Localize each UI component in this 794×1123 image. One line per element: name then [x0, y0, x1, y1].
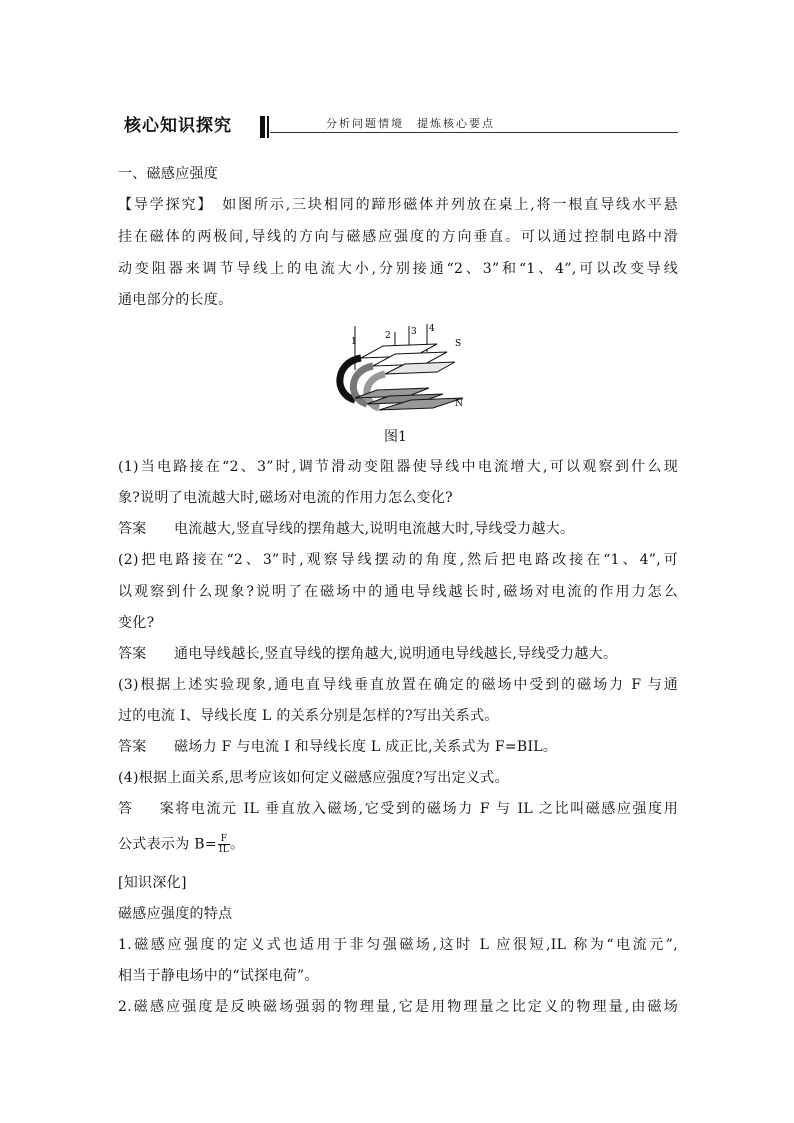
figure-label-s: S — [455, 339, 462, 349]
figure-caption: 图1 — [384, 429, 407, 445]
intro-text: 如图所示,三块相同的蹄形磁体并列放在桌上,将一根直导线水平悬 — [222, 197, 678, 213]
banner-title: 核心知识探究 — [124, 116, 232, 136]
q3-line-2: 过的电流 I、导线长度 L 的关系分别是怎样的?写出关系式。 — [118, 708, 499, 724]
figure-label-2: 2 — [385, 331, 391, 341]
q3-line-1: (3)根据上述实验现象,通电直导线垂直放置在确定的磁场中受到的磁场力 F 与通 — [118, 677, 678, 693]
section-heading: 一、磁感应强度 — [118, 166, 219, 182]
q1-line-2: 象?说明了电流越大时,磁场对电流的作用力怎么变化? — [118, 490, 453, 506]
q2-line-2: 以观察到什么现象?说明了在磁场中的通电导线越长时,磁场对电流的作用力怎么 — [118, 584, 678, 600]
intro-line-1 — [118, 195, 678, 215]
a2-text: 通电导线越长,竖直导线的摆角越大,说明通电导线越长,导线受力越大。 — [174, 646, 618, 662]
intro-line-2: 挂在磁体的两极间,导线的方向与磁感应强度的方向垂直。可以通过控制电路中滑 — [118, 229, 678, 245]
p2-line-1: 2.磁感应强度是反映磁场强弱的物理量,它是用物理量之比定义的物理量,由磁场 — [118, 999, 678, 1015]
p1-line-2: 相当于静电场中的“试探电荷”。 — [118, 968, 319, 984]
figure-label-3: 3 — [411, 327, 417, 337]
a1-text: 电流越大,竖直导线的摆角越大,说明电流越大时,导线受力越大。 — [174, 521, 575, 537]
a4-text: 将电流元 IL 垂直放入磁场,它受到的磁场力 F 与 IL 之比叫磁感应强度用 — [174, 801, 678, 817]
intro-tag: 【导学探究】 — [118, 197, 207, 213]
a4-line-2 — [118, 834, 678, 855]
fraction-denominator: IL — [218, 845, 230, 855]
figure-label-n: N — [455, 399, 463, 409]
banner-subtitle: 分析问题情境 提炼核心要点 — [326, 117, 495, 130]
answer-label: 答案 — [118, 521, 147, 537]
p1-line-1: 1.磁感应强度的定义式也适用于非匀强磁场,这时 L 应很短,IL 称为“电流元”, — [118, 937, 678, 953]
a4-line-1 — [118, 799, 678, 819]
a4-formula-prefix: 公式表示为 B= — [118, 836, 217, 853]
q2-line-1: (2)把电路接在“2、3”时,观察导线摆动的角度,然后把电路改接在“1、4”,可 — [118, 552, 678, 568]
section-banner — [118, 112, 678, 142]
q2-line-3: 变化? — [118, 615, 155, 631]
a2 — [118, 644, 678, 664]
intro-line-3: 动变阻器来调节导线上的电流大小,分别接通“2、3”和“1、4”,可以改变导线 — [118, 261, 678, 277]
answer-label: 答案 — [118, 646, 147, 662]
answer-label: 答案 — [118, 739, 147, 755]
a1 — [118, 519, 678, 539]
banner-bar — [260, 116, 265, 138]
deepen-title: 磁感应强度的特点 — [118, 906, 233, 922]
banner-bar-thin — [267, 116, 269, 138]
formula-fraction — [218, 834, 230, 855]
deepen-tag: [知识深化] — [118, 875, 187, 891]
answer-label: 答案 — [118, 801, 174, 817]
magnet-figure — [325, 318, 475, 418]
figure-label-1: 1 — [351, 337, 357, 347]
intro-line-4: 通电部分的长度。 — [118, 292, 233, 308]
a3 — [118, 737, 678, 757]
q1-line-1: (1)当电路接在“2、3”时,调节滑动变阻器使导线中电流增大,可以观察到什么现 — [118, 459, 678, 475]
a4-formula-suffix: 。 — [230, 836, 245, 853]
figure-label-4: 4 — [429, 324, 435, 334]
q4: (4)根据上面关系,思考应该如何定义磁感应强度?写出定义式。 — [118, 770, 509, 786]
banner-rule — [270, 132, 678, 133]
a3-text: 磁场力 F 与电流 I 和导线长度 L 成正比,关系式为 F=BIL。 — [174, 739, 558, 755]
fraction-numerator: F — [218, 834, 230, 845]
